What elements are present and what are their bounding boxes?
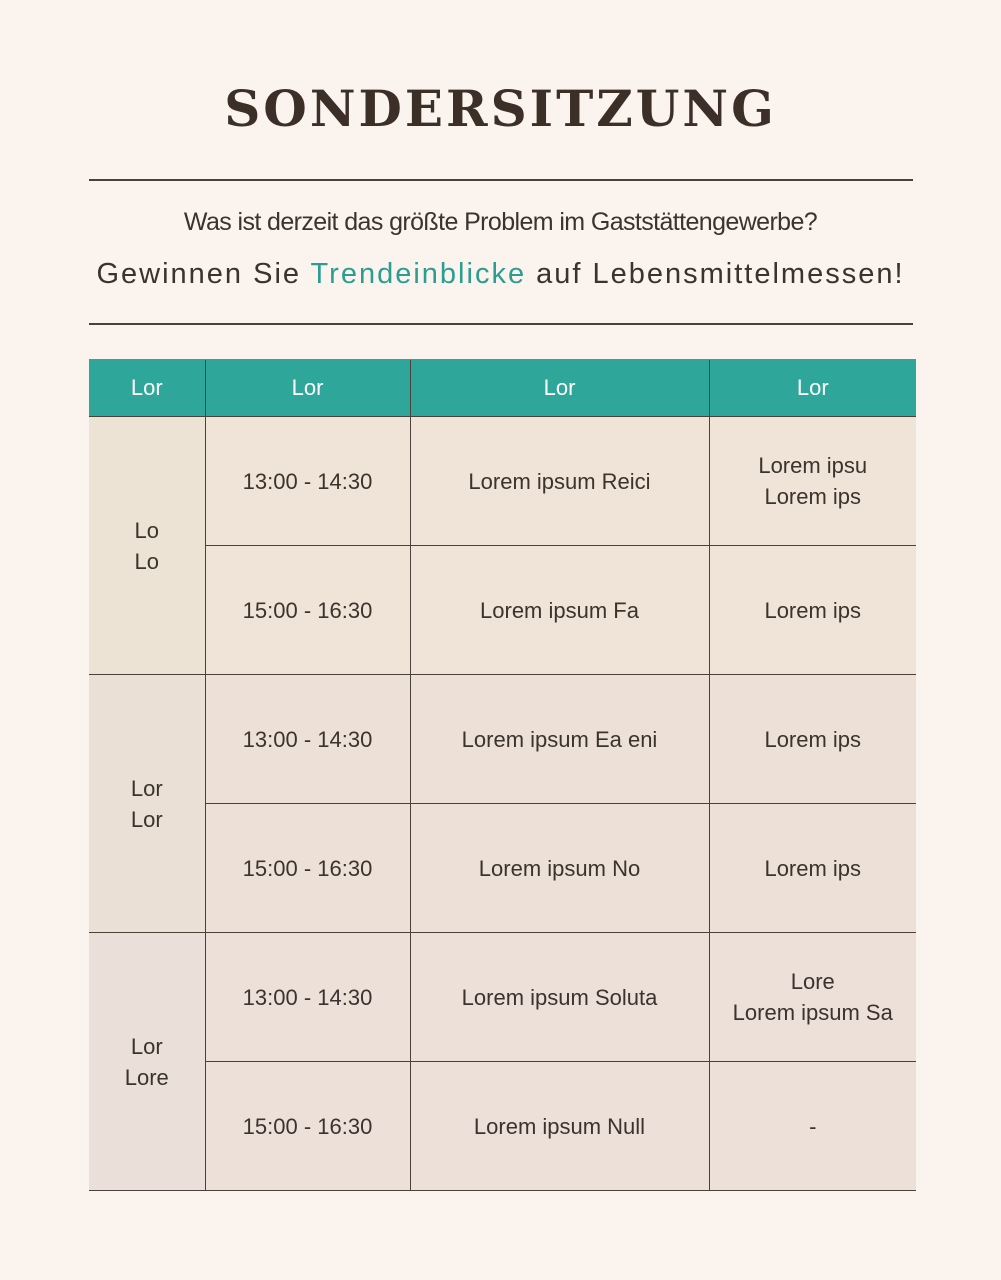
topic-cell: Lorem ipsum No — [410, 804, 709, 933]
speaker-cell: Lore Lorem ipsum Sa — [709, 933, 916, 1062]
tagline-accent: Trendeinblicke — [310, 258, 527, 290]
header-topic: Lor — [410, 360, 709, 417]
speaker-cell: Lorem ips — [709, 546, 916, 675]
header-day: Lor — [89, 360, 205, 417]
table-row — [89, 804, 916, 933]
table-header-row — [89, 360, 916, 417]
table-row — [89, 933, 916, 1062]
time-cell: 15:00 - 16:30 — [205, 546, 410, 675]
topic-cell: Lorem ipsum Null — [410, 1062, 709, 1191]
bottom-divider — [89, 323, 913, 325]
time-cell: 15:00 - 16:30 — [205, 804, 410, 933]
speaker-cell: Lorem ipsu Lorem ips — [709, 417, 916, 546]
tagline-before: Gewinnen Sie — [96, 258, 311, 290]
top-divider — [89, 179, 913, 181]
header-speaker: Lor — [709, 360, 916, 417]
time-cell: 13:00 - 14:30 — [205, 675, 410, 804]
tagline — [0, 256, 1001, 292]
time-cell: 13:00 - 14:30 — [205, 933, 410, 1062]
topic-cell: Lorem ipsum Soluta — [410, 933, 709, 1062]
question-text: Was ist derzeit das größte Problem im Gaststättengewerbe? — [183, 208, 818, 236]
topic-cell: Lorem ipsum Fa — [410, 546, 709, 675]
speaker-cell: Lorem ips — [709, 804, 916, 933]
header-time: Lor — [205, 360, 410, 417]
schedule-table — [89, 359, 916, 1191]
day-cell: Lor Lor — [89, 675, 205, 933]
tagline-after: auf Lebensmittelmessen! — [526, 258, 905, 290]
table-row — [89, 1062, 916, 1191]
speaker-cell: - — [709, 1062, 916, 1191]
table-row — [89, 546, 916, 675]
speaker-cell: Lorem ips — [709, 675, 916, 804]
time-cell: 15:00 - 16:30 — [205, 1062, 410, 1191]
time-cell: 13:00 - 14:30 — [205, 417, 410, 546]
table-row — [89, 675, 916, 804]
table-row — [89, 417, 916, 546]
day-cell: Lo Lo — [89, 417, 205, 675]
topic-cell: Lorem ipsum Ea eni — [410, 675, 709, 804]
day-cell: Lor Lore — [89, 933, 205, 1191]
topic-cell: Lorem ipsum Reici — [410, 417, 709, 546]
page-title: SONDERSITZUNG — [224, 79, 777, 138]
